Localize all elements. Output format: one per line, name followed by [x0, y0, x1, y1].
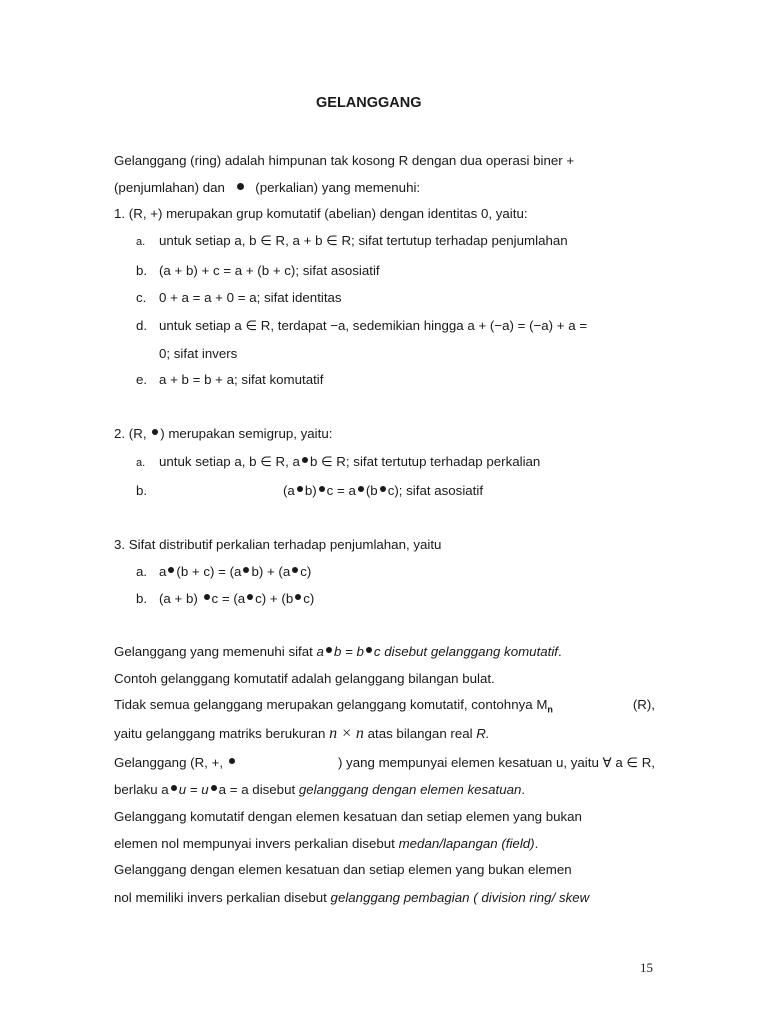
para-1b: a: [316, 644, 324, 659]
multiplication-dot-icon: [358, 486, 364, 492]
item2-a: [159, 454, 540, 470]
item2-a-pre: untuk setiap a, b ∈ R, a: [159, 454, 300, 469]
item3-a-2: (b + c) = (a: [176, 564, 242, 579]
item3-b: [159, 591, 314, 607]
para-3-l2b: atas bilangan real: [367, 726, 473, 741]
para-5-l2b: medan/lapangan (field): [398, 836, 535, 851]
item2-label-a: a.: [136, 457, 146, 469]
para-4-left: [114, 755, 237, 771]
item1-label-c: c.: [136, 290, 147, 305]
item1-label-e: e.: [136, 372, 148, 387]
multiplication-dot-icon: [152, 429, 158, 435]
item3-a: [159, 564, 311, 580]
multiplication-dot-icon: [302, 457, 308, 463]
item3-b-2: c = (a: [211, 591, 246, 606]
para-unity-line2: [114, 782, 525, 798]
para-field-line1: [114, 809, 655, 825]
para-4-l2d: gelanggang dengan elemen kesatuan: [298, 782, 522, 797]
multiplication-dot-icon: [292, 567, 298, 573]
item2-b-5: c); sifat asosiatif: [387, 483, 484, 498]
item2-b-2: b): [304, 483, 317, 498]
item3-heading: 3. Sifat distributif perkalian terhadap penjumlahan, yaitu: [114, 537, 442, 552]
para-4-l2a: berlaku a: [114, 782, 169, 797]
para-1f: .: [558, 644, 562, 659]
multiplication-dot-icon: [247, 594, 253, 600]
item2-heading-b: ) merupakan semigrup, yaitu:: [160, 426, 333, 441]
intro-line-1: [114, 153, 655, 169]
item1-d2: 0; sifat invers: [159, 346, 238, 361]
item3-a-1: a: [159, 564, 167, 579]
item1-label-d: d.: [136, 318, 148, 333]
intro-text-1: Gelanggang (ring) adalah himpunan tak kosong R dengan dua operasi biner +: [114, 153, 575, 168]
multiplication-dot-icon: [326, 647, 332, 653]
para-4-l1b: ) yang mempunyai elemen kesatuan u, yaitu ∀ a ∈ R,: [337, 755, 655, 770]
item2-label-b: b.: [136, 483, 148, 498]
intro-text-2b: (perkalian) yang memenuhi:: [255, 180, 421, 195]
para-5-l2a: elemen nol mempunyai invers perkalian disebut: [114, 836, 395, 851]
multiplication-dot-icon: [211, 785, 217, 791]
item3-b-4: c): [303, 591, 315, 606]
para-1d: c disebut: [373, 644, 428, 659]
item3-label-b: b.: [136, 591, 148, 606]
para-3-l2a: yaitu gelanggang matriks berukuran: [114, 726, 326, 741]
item1-b: (a + b) + c = a + (b + c); sifat asosiatif: [159, 263, 380, 278]
item2-heading-a: 2. (R,: [114, 426, 147, 441]
item2-heading: [114, 426, 332, 442]
para-division-line1: [114, 862, 655, 878]
item2-b-3: c = a: [326, 483, 356, 498]
para-1a: Gelanggang yang memenuhi sifat: [114, 644, 313, 659]
para-matrix-line1: [114, 697, 655, 718]
para-3-sub: n: [547, 704, 553, 715]
para-3-left: [114, 697, 553, 718]
item3-label-a: a.: [136, 564, 148, 579]
item2-b: [283, 483, 483, 499]
multiplication-dot-icon: [295, 594, 301, 600]
item1-d1: untuk setiap a ∈ R, terdapat −a, sedemikian hingga a + (−a) = (−a) + a =: [159, 318, 588, 333]
para-3-text: Tidak semua gelanggang merupakan gelanggang komutatif, contohnya M: [114, 697, 548, 712]
multiplication-dot-icon: [237, 183, 244, 190]
para-4-l1a: Gelanggang (R, +,: [114, 755, 224, 770]
para-5-l1: Gelanggang komutatif dengan elemen kesatuan dan setiap elemen yang bukan: [114, 809, 582, 824]
matrix-size: n × n: [329, 725, 364, 742]
multiplication-dot-icon: [319, 486, 325, 492]
para-unity-line1: [114, 755, 655, 771]
intro-line-2: [114, 180, 420, 196]
para-6-l2a: nol memiliki invers perkalian disebut: [114, 890, 327, 905]
page-title: GELANGGANG: [316, 95, 422, 111]
multiplication-dot-icon: [204, 594, 210, 600]
multiplication-dot-icon: [243, 567, 249, 573]
para-6-l1: Gelanggang dengan elemen kesatuan dan setiap elemen yang bukan elemen: [114, 862, 572, 877]
multiplication-dot-icon: [366, 647, 372, 653]
para-4-l2b: u = u: [178, 782, 209, 797]
multiplication-dot-icon: [380, 486, 386, 492]
para-division-line2: [114, 890, 589, 906]
multiplication-dot-icon: [168, 567, 174, 573]
multiplication-dot-icon: [297, 486, 303, 492]
multiplication-dot-icon: [171, 785, 177, 791]
item1-c: 0 + a = a + 0 = a; sifat identitas: [159, 290, 342, 305]
para-5-l2c: .: [534, 836, 539, 851]
para-1e: gelanggang komutatif: [430, 644, 558, 659]
item2-b-1: (a: [283, 483, 295, 498]
para-commutative: [114, 644, 562, 660]
para-field-line2: [114, 836, 538, 852]
item1-label-a: a.: [136, 236, 146, 248]
intro-text-2a: (penjumlahan) dan: [114, 180, 225, 195]
para-example: Contoh gelanggang komutatif adalah gelanggang bilangan bulat.: [114, 671, 495, 686]
para-4-l2c: a = a disebut: [218, 782, 296, 797]
item1-a: untuk setiap a, b ∈ R, a + b ∈ R; sifat tertutup terhadap penjumlahan: [159, 233, 568, 248]
para-3-right: (R),: [632, 697, 655, 712]
para-matrix-line2: [114, 726, 490, 742]
para-4-l2e: .: [521, 782, 526, 797]
para-1c: b = b: [333, 644, 364, 659]
item2-a-post: b ∈ R; sifat tertutup terhadap perkalian: [309, 454, 541, 469]
item2-b-4: (b: [365, 483, 378, 498]
para-3-l2c: R.: [476, 726, 490, 741]
item1-label-b: b.: [136, 263, 148, 278]
item3-b-3: c) + (b: [255, 591, 294, 606]
item1-e: a + b = b + a; sifat komutatif: [159, 372, 324, 387]
item1-heading: 1. (R, +) merupakan grup komutatif (abelian) dengan identitas 0, yaitu:: [114, 206, 528, 221]
item3-a-4: c): [300, 564, 312, 579]
page-number: 15: [640, 960, 653, 975]
multiplication-dot-icon: [229, 758, 235, 764]
item1-d-line1: [159, 318, 657, 334]
item3-b-1: (a + b): [159, 591, 198, 606]
item3-a-3: b) + (a: [251, 564, 291, 579]
para-6-l2b: gelanggang pembagian ( division ring/ skew: [330, 890, 590, 905]
